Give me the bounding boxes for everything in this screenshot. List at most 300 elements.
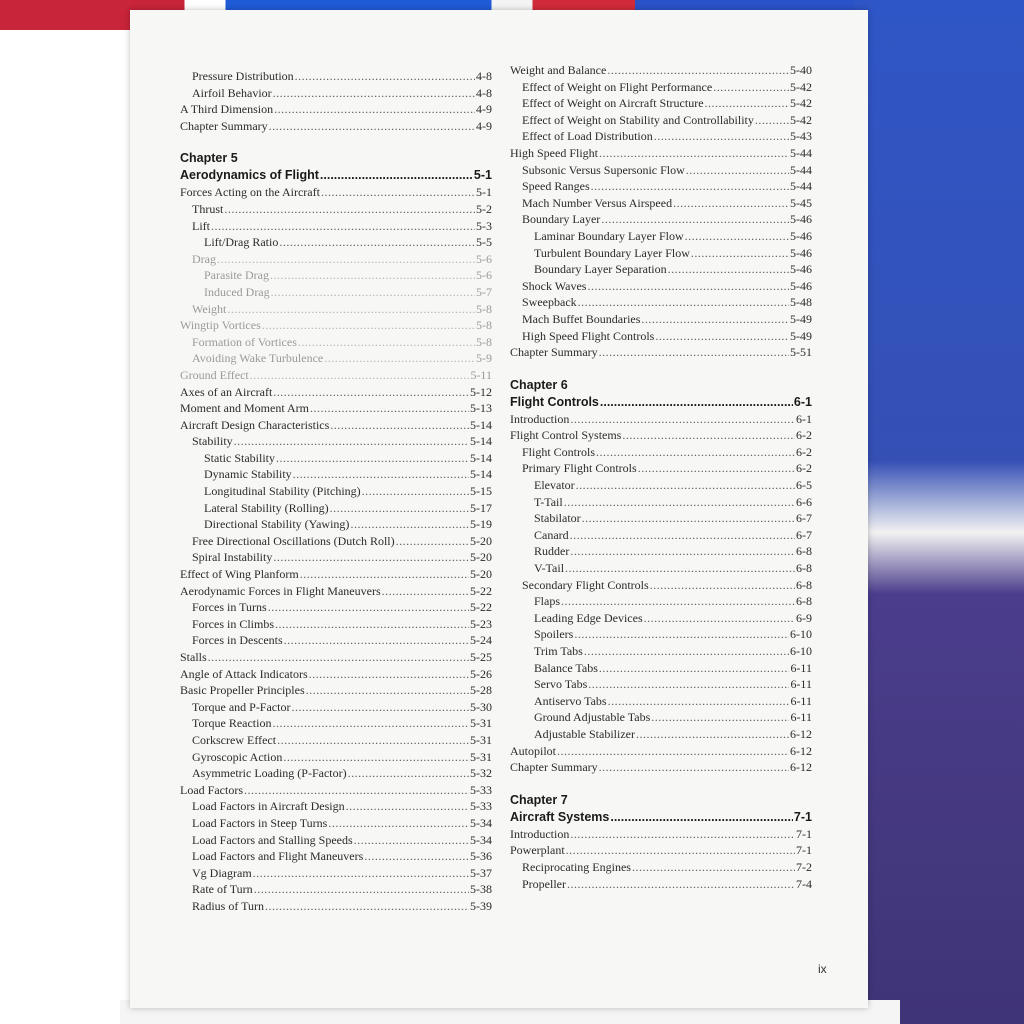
- toc-entry-title: Aerodynamic Forces in Flight Maneuvers: [180, 583, 381, 598]
- dot-leader: [600, 394, 793, 411]
- toc-entry[interactable]: [510, 178, 812, 195]
- dot-leader: [641, 311, 789, 328]
- toc-entry[interactable]: [510, 411, 812, 428]
- toc-entry-page: 5-44: [790, 179, 812, 194]
- dot-leader: [610, 809, 793, 826]
- toc-entry-title: Lift: [192, 218, 210, 233]
- toc-entry-title: Effect of Load Distribution: [522, 129, 653, 144]
- dot-leader: [254, 881, 469, 898]
- toc-entry-page: 5-46: [790, 262, 812, 277]
- dot-leader: [273, 549, 469, 566]
- toc-entry[interactable]: [180, 848, 492, 865]
- dot-leader: [208, 649, 469, 666]
- dot-leader: [211, 218, 475, 235]
- toc-entry-page: 5-39: [470, 898, 492, 913]
- toc-entry-title: Angle of Attack Indicators: [180, 666, 308, 681]
- toc-entry[interactable]: [180, 632, 492, 649]
- toc-entry-page: 6-8: [796, 561, 812, 576]
- toc-entry[interactable]: [510, 128, 812, 145]
- toc-entry-title: Ground Adjustable Tabs: [534, 710, 651, 725]
- dot-leader: [622, 427, 795, 444]
- dot-leader: [576, 477, 795, 494]
- dot-leader: [321, 184, 475, 201]
- dot-leader: [295, 68, 475, 85]
- toc-entry-title: A Third Dimension: [180, 102, 274, 117]
- toc-entry-title: Dynamic Stability: [204, 467, 292, 482]
- toc-entry[interactable]: [180, 616, 492, 633]
- toc-entry-title: Longitudinal Stability (Pitching): [204, 484, 361, 499]
- toc-entry-page: 5-17: [470, 500, 492, 515]
- dot-leader: [270, 267, 475, 284]
- toc-entry-page: 5-25: [470, 650, 492, 664]
- toc-entry-page: 5-46: [790, 278, 812, 293]
- toc-entry-title: Spiral Instability: [192, 550, 273, 565]
- dot-leader: [227, 301, 475, 318]
- toc-entry-page: 5-3: [476, 218, 492, 233]
- toc-entry-page: 5-51: [790, 345, 812, 360]
- toc-entry[interactable]: [180, 566, 492, 583]
- toc-entry-title: Effect of Wing Planform: [180, 567, 299, 582]
- toc-entry-page: 5-23: [470, 616, 492, 631]
- toc-entry-page: 5-8: [476, 334, 492, 349]
- toc-entry[interactable]: [510, 278, 812, 295]
- dot-leader: [382, 583, 469, 600]
- dot-leader: [298, 334, 475, 351]
- toc-entry-page: 5-45: [790, 195, 812, 210]
- toc-entry-page: 5-22: [470, 600, 492, 615]
- toc-entry-title: Servo Tabs: [534, 677, 588, 692]
- toc-entry-title: Wingtip Vortices: [180, 318, 261, 333]
- toc-entry[interactable]: [180, 201, 492, 218]
- toc-entry-title: Forces in Descents: [192, 633, 283, 648]
- chapter-title-row[interactable]: [510, 809, 812, 826]
- toc-entry-page: 7-1: [796, 843, 812, 858]
- dot-leader: [570, 411, 795, 428]
- toc-entry[interactable]: [510, 709, 812, 726]
- toc-entry-title: Rudder: [534, 544, 570, 559]
- dot-leader: [557, 743, 789, 760]
- toc-entry[interactable]: [180, 649, 492, 666]
- toc-entry[interactable]: [180, 881, 492, 898]
- toc-entry-page: 6-11: [790, 710, 812, 725]
- dot-leader: [283, 749, 469, 766]
- toc-entry-title: Load Factors in Steep Turns: [192, 815, 328, 830]
- toc-entry[interactable]: [510, 593, 812, 610]
- toc-entry-title: Moment and Moment Arm: [180, 401, 309, 416]
- toc-entry[interactable]: [180, 666, 492, 683]
- dot-leader: [330, 500, 469, 517]
- toc-entry-title: Introduction: [510, 826, 570, 841]
- toc-entry-title: Chapter Summary: [510, 345, 598, 360]
- toc-entry[interactable]: [180, 400, 492, 417]
- toc-entry-title: Introduction: [510, 411, 570, 426]
- toc-entry[interactable]: [180, 85, 492, 102]
- toc-entry-page: 6-10: [790, 644, 812, 658]
- dot-leader: [705, 95, 789, 112]
- toc-entry-page: 6-12: [790, 743, 812, 758]
- toc-entry-page: 5-1: [476, 185, 492, 200]
- toc-entry[interactable]: [180, 765, 492, 782]
- chapter-title: Aircraft Systems: [510, 809, 610, 824]
- dot-leader: [713, 79, 789, 96]
- toc-entry-page: 5-42: [790, 112, 812, 127]
- toc-entry-page: 6-12: [790, 760, 812, 775]
- dot-leader: [346, 798, 469, 815]
- toc-entry[interactable]: [510, 759, 812, 776]
- toc-entry[interactable]: [510, 444, 812, 461]
- toc-entry-title: Mach Number Versus Airspeed: [522, 195, 673, 210]
- toc-entry[interactable]: [510, 826, 812, 843]
- toc-entry-page: 5-20: [470, 550, 492, 565]
- toc-entry-page: 5-46: [790, 245, 812, 260]
- toc-entry-title: Stabilator: [534, 511, 581, 526]
- dot-leader: [354, 832, 469, 849]
- toc-entry-page: 5-49: [790, 311, 812, 326]
- toc-entry[interactable]: [510, 460, 812, 477]
- toc-entry-page: 5-31: [470, 732, 492, 747]
- dot-leader: [234, 433, 469, 450]
- toc-entry-page: 5-31: [470, 749, 492, 764]
- toc-entry-page: 5-33: [470, 799, 492, 814]
- toc-entry[interactable]: [180, 433, 492, 450]
- toc-entry[interactable]: [180, 815, 492, 832]
- dot-leader: [567, 876, 795, 893]
- dot-leader: [217, 251, 475, 268]
- dot-leader: [262, 317, 475, 334]
- dot-leader: [673, 195, 789, 212]
- toc-entry-title: Rate of Turn: [192, 882, 253, 897]
- toc-entry[interactable]: [510, 743, 812, 760]
- toc-entry[interactable]: [180, 417, 492, 434]
- dot-leader: [273, 384, 469, 401]
- toc-entry-page: 6-12: [790, 726, 812, 741]
- toc-entry-page: 6-11: [790, 693, 812, 708]
- toc-entry-title: Stability: [192, 434, 233, 449]
- toc-entry[interactable]: [510, 643, 812, 660]
- toc-entry[interactable]: [510, 311, 812, 328]
- toc-entry-page: 6-10: [790, 627, 812, 642]
- toc-entry-page: 5-37: [470, 865, 492, 880]
- dot-leader: [570, 826, 795, 843]
- toc-entry[interactable]: [180, 251, 492, 268]
- toc-entry-title: Forces Acting on the Aircraft: [180, 185, 320, 200]
- toc-entry-title: Trim Tabs: [534, 644, 583, 658]
- toc-entry-title: Torque Reaction: [192, 716, 272, 731]
- toc-entry[interactable]: [510, 527, 812, 544]
- toc-entry-page: 5-14: [470, 417, 492, 432]
- dot-leader: [273, 85, 475, 102]
- chapter-title-row[interactable]: [180, 167, 492, 184]
- dot-leader: [636, 726, 789, 743]
- dot-leader: [284, 632, 469, 649]
- toc-entry[interactable]: [180, 500, 492, 517]
- toc-entry-title: Load Factors: [180, 782, 243, 797]
- toc-entry-page: 5-22: [470, 583, 492, 598]
- toc-entry-title: Static Stability: [204, 450, 275, 465]
- toc-entry[interactable]: [510, 842, 812, 859]
- toc-entry[interactable]: [510, 543, 812, 560]
- toc-entry-title: Ground Effect: [180, 367, 249, 382]
- toc-entry[interactable]: [180, 483, 492, 500]
- dot-leader: [599, 759, 789, 776]
- dot-leader: [300, 566, 469, 583]
- toc-entry-title: Boundary Layer: [522, 212, 601, 227]
- dot-leader: [599, 660, 790, 677]
- toc-entry-page: 5-14: [470, 467, 492, 482]
- toc-entry-title: Parasite Drag: [204, 268, 269, 283]
- toc-entry-page: 6-6: [796, 494, 812, 509]
- toc-entry-page: 5-44: [790, 162, 812, 177]
- toc-entry-page: 5-43: [790, 129, 812, 144]
- chapter-title: Aerodynamics of Flight: [180, 168, 319, 183]
- dot-leader: [348, 765, 469, 782]
- dot-leader: [224, 201, 475, 218]
- toc-entry[interactable]: [180, 732, 492, 749]
- toc-entry-title: Forces in Turns: [192, 600, 267, 615]
- toc-entry[interactable]: [180, 267, 492, 284]
- toc-entry[interactable]: [180, 516, 492, 533]
- toc-entry-page: 6-2: [796, 461, 812, 476]
- toc-entry-page: 5-28: [470, 683, 492, 698]
- toc-entry-title: High Speed Flight: [510, 145, 599, 160]
- toc-entry[interactable]: [510, 344, 812, 361]
- toc-entry[interactable]: [510, 62, 812, 79]
- toc-entry-title: Mach Buffet Boundaries: [522, 311, 641, 326]
- toc-entry[interactable]: [180, 68, 492, 85]
- dot-leader: [324, 350, 475, 367]
- table-of-contents-page: [130, 10, 868, 1008]
- background-right-book: [854, 0, 1024, 1024]
- toc-entry-page: 5-36: [470, 849, 492, 864]
- dot-leader: [350, 516, 469, 533]
- toc-entry-page: 5-6: [476, 251, 492, 266]
- toc-entry-title: Effect of Weight on Stability and Controllability: [522, 112, 754, 127]
- toc-entry-page: 4-9: [476, 118, 492, 133]
- toc-entry[interactable]: [180, 798, 492, 815]
- toc-entry[interactable]: [180, 682, 492, 699]
- dot-leader: [253, 865, 469, 882]
- toc-entry[interactable]: [180, 583, 492, 600]
- toc-entry-title: Flight Controls: [522, 444, 596, 459]
- toc-entry-page: 5-5: [476, 235, 492, 250]
- toc-entry-title: Vg Diagram: [192, 865, 252, 880]
- toc-entry[interactable]: [510, 726, 812, 743]
- toc-entry-page: 5-44: [790, 145, 812, 160]
- toc-entry[interactable]: [510, 560, 812, 577]
- toc-entry-title: Flight Control Systems: [510, 428, 622, 443]
- dot-leader: [276, 450, 469, 467]
- toc-entry-page: 6-8: [796, 577, 812, 592]
- toc-entry-page: 6-9: [796, 610, 812, 625]
- toc-entry-title: Asymmetric Loading (P-Factor): [192, 766, 347, 781]
- toc-entry-title: Effect of Weight on Aircraft Structure: [522, 96, 704, 111]
- toc-entry-title: Free Directional Oscillations (Dutch Roll): [192, 533, 395, 548]
- toc-entry[interactable]: [510, 328, 812, 345]
- toc-entry[interactable]: [510, 477, 812, 494]
- dot-leader: [293, 466, 469, 483]
- toc-entry-page: 6-8: [796, 594, 812, 609]
- toc-entry[interactable]: [180, 599, 492, 616]
- toc-entry[interactable]: [510, 294, 812, 311]
- dot-leader: [244, 782, 469, 799]
- toc-entry-page: 6-1: [796, 411, 812, 426]
- toc-entry[interactable]: [180, 218, 492, 235]
- toc-entry[interactable]: [180, 749, 492, 766]
- dot-leader: [599, 344, 789, 361]
- toc-entry[interactable]: [180, 350, 492, 367]
- toc-entry-title: Lift/Drag Ratio: [204, 235, 279, 250]
- chapter-label: Chapter 7: [510, 792, 568, 807]
- toc-entry[interactable]: [510, 876, 812, 893]
- toc-entry-page: 7-2: [796, 859, 812, 874]
- toc-entry[interactable]: [510, 261, 812, 278]
- toc-entry[interactable]: [510, 693, 812, 710]
- toc-entry-title: Load Factors and Stalling Speeds: [192, 832, 353, 847]
- toc-entry[interactable]: [180, 101, 492, 118]
- toc-entry-title: Speed Ranges: [522, 179, 590, 194]
- toc-left-column: [180, 68, 492, 915]
- toc-entry[interactable]: [180, 450, 492, 467]
- toc-entry[interactable]: [510, 859, 812, 876]
- toc-entry-page: 5-11: [470, 367, 492, 382]
- toc-entry[interactable]: [180, 549, 492, 566]
- toc-entry-title: Turbulent Boundary Layer Flow: [534, 245, 690, 260]
- dot-leader: [320, 167, 473, 184]
- toc-entry-title: Directional Stability (Yawing): [204, 517, 350, 532]
- toc-entry[interactable]: [180, 184, 492, 201]
- dot-leader: [691, 245, 789, 262]
- dot-leader: [570, 543, 795, 560]
- toc-entry[interactable]: [180, 898, 492, 915]
- toc-entry-title: Reciprocating Engines: [522, 859, 631, 874]
- toc-entry[interactable]: [510, 195, 812, 212]
- toc-entry-title: Forces in Climbs: [192, 616, 275, 631]
- chapter-label: Chapter 6: [510, 377, 568, 392]
- toc-entry-title: Basic Propeller Principles: [180, 683, 305, 698]
- toc-entry-page: 6-2: [796, 444, 812, 459]
- toc-entry-title: Induced Drag: [204, 284, 270, 299]
- toc-entry-title: Elevator: [534, 478, 575, 493]
- toc-entry-page: 5-46: [790, 228, 812, 243]
- toc-entry[interactable]: [180, 118, 492, 135]
- toc-entry[interactable]: [510, 610, 812, 627]
- toc-entry-page: 5-32: [470, 766, 492, 781]
- toc-entry[interactable]: [510, 145, 812, 162]
- toc-entry[interactable]: [180, 466, 492, 483]
- toc-entry-title: Antiservo Tabs: [534, 693, 607, 708]
- dot-leader: [306, 682, 469, 699]
- toc-entry[interactable]: [510, 211, 812, 228]
- toc-entry[interactable]: [510, 510, 812, 527]
- dot-leader: [668, 261, 789, 278]
- dot-leader: [396, 533, 469, 550]
- toc-entry[interactable]: [180, 384, 492, 401]
- dot-leader: [274, 101, 475, 118]
- toc-entry-title: Stalls: [180, 650, 207, 664]
- toc-entry[interactable]: [510, 228, 812, 245]
- toc-entry-title: Axes of an Aircraft: [180, 384, 273, 399]
- toc-entry-page: 5-24: [470, 633, 492, 648]
- toc-entry[interactable]: [510, 577, 812, 594]
- toc-entry[interactable]: [510, 660, 812, 677]
- toc-entry-page: 5-38: [470, 882, 492, 897]
- dot-leader: [364, 848, 469, 865]
- toc-entry-page: 6-7: [796, 527, 812, 542]
- toc-entry[interactable]: [510, 112, 812, 129]
- toc-entry-page: 5-20: [470, 533, 492, 548]
- toc-entry[interactable]: [180, 317, 492, 334]
- toc-entry[interactable]: [180, 699, 492, 716]
- dot-leader: [574, 626, 789, 643]
- dot-leader: [570, 527, 795, 544]
- toc-entry[interactable]: [510, 95, 812, 112]
- toc-right-column: [510, 62, 812, 892]
- toc-entry-page: 5-26: [470, 666, 492, 681]
- toc-entry-title: Powerplant: [510, 843, 565, 858]
- toc-entry-page: 5-34: [470, 832, 492, 847]
- toc-entry-title: Load Factors and Flight Maneuvers: [192, 849, 364, 864]
- chapter-page-number: 7-1: [793, 809, 812, 824]
- toc-entry-title: Leading Edge Devices: [534, 610, 643, 625]
- toc-entry[interactable]: [180, 234, 492, 251]
- toc-entry[interactable]: [510, 494, 812, 511]
- toc-entry[interactable]: [180, 715, 492, 732]
- toc-entry[interactable]: [180, 865, 492, 882]
- toc-entry-page: 5-31: [470, 716, 492, 731]
- toc-entry[interactable]: [180, 367, 492, 384]
- background-left: [0, 0, 132, 1024]
- chapter-title-row[interactable]: [510, 394, 812, 411]
- toc-entry[interactable]: [510, 245, 812, 262]
- toc-entry-title: Spoilers: [534, 627, 574, 642]
- toc-entry-page: 5-8: [476, 301, 492, 316]
- toc-entry[interactable]: [510, 676, 812, 693]
- toc-entry-title: Sweepback: [522, 295, 577, 310]
- page-number: ix: [818, 962, 827, 976]
- dot-leader: [269, 118, 475, 135]
- toc-entry[interactable]: [510, 79, 812, 96]
- toc-entry-page: 6-8: [796, 544, 812, 559]
- toc-entry-page: 5-6: [476, 268, 492, 283]
- toc-entry[interactable]: [180, 832, 492, 849]
- toc-entry-page: 5-2: [476, 201, 492, 216]
- dot-leader: [272, 715, 469, 732]
- toc-entry-title: Load Factors in Aircraft Design: [192, 799, 345, 814]
- toc-entry-title: Effect of Weight on Flight Performance: [522, 79, 713, 94]
- toc-entry-title: Shock Waves: [522, 278, 587, 293]
- toc-entry[interactable]: [180, 334, 492, 351]
- toc-entry-page: 4-8: [476, 69, 492, 83]
- dot-leader: [566, 842, 795, 859]
- toc-entry[interactable]: [180, 301, 492, 318]
- toc-entry-title: Flaps: [534, 594, 561, 609]
- toc-entry[interactable]: [510, 427, 812, 444]
- toc-entry-page: 5-42: [790, 79, 812, 94]
- toc-entry-title: High Speed Flight Controls: [522, 328, 655, 343]
- toc-entry[interactable]: [510, 626, 812, 643]
- toc-entry-title: Corkscrew Effect: [192, 732, 277, 747]
- toc-entry[interactable]: [180, 284, 492, 301]
- toc-entry-page: 5-40: [790, 63, 812, 77]
- dot-leader: [755, 112, 789, 129]
- toc-entry-title: Boundary Layer Separation: [534, 262, 667, 277]
- dot-leader: [638, 460, 795, 477]
- toc-entry-page: 5-20: [470, 567, 492, 582]
- toc-entry[interactable]: [510, 162, 812, 179]
- toc-entry[interactable]: [180, 782, 492, 799]
- toc-entry[interactable]: [180, 533, 492, 550]
- dot-leader: [584, 643, 789, 660]
